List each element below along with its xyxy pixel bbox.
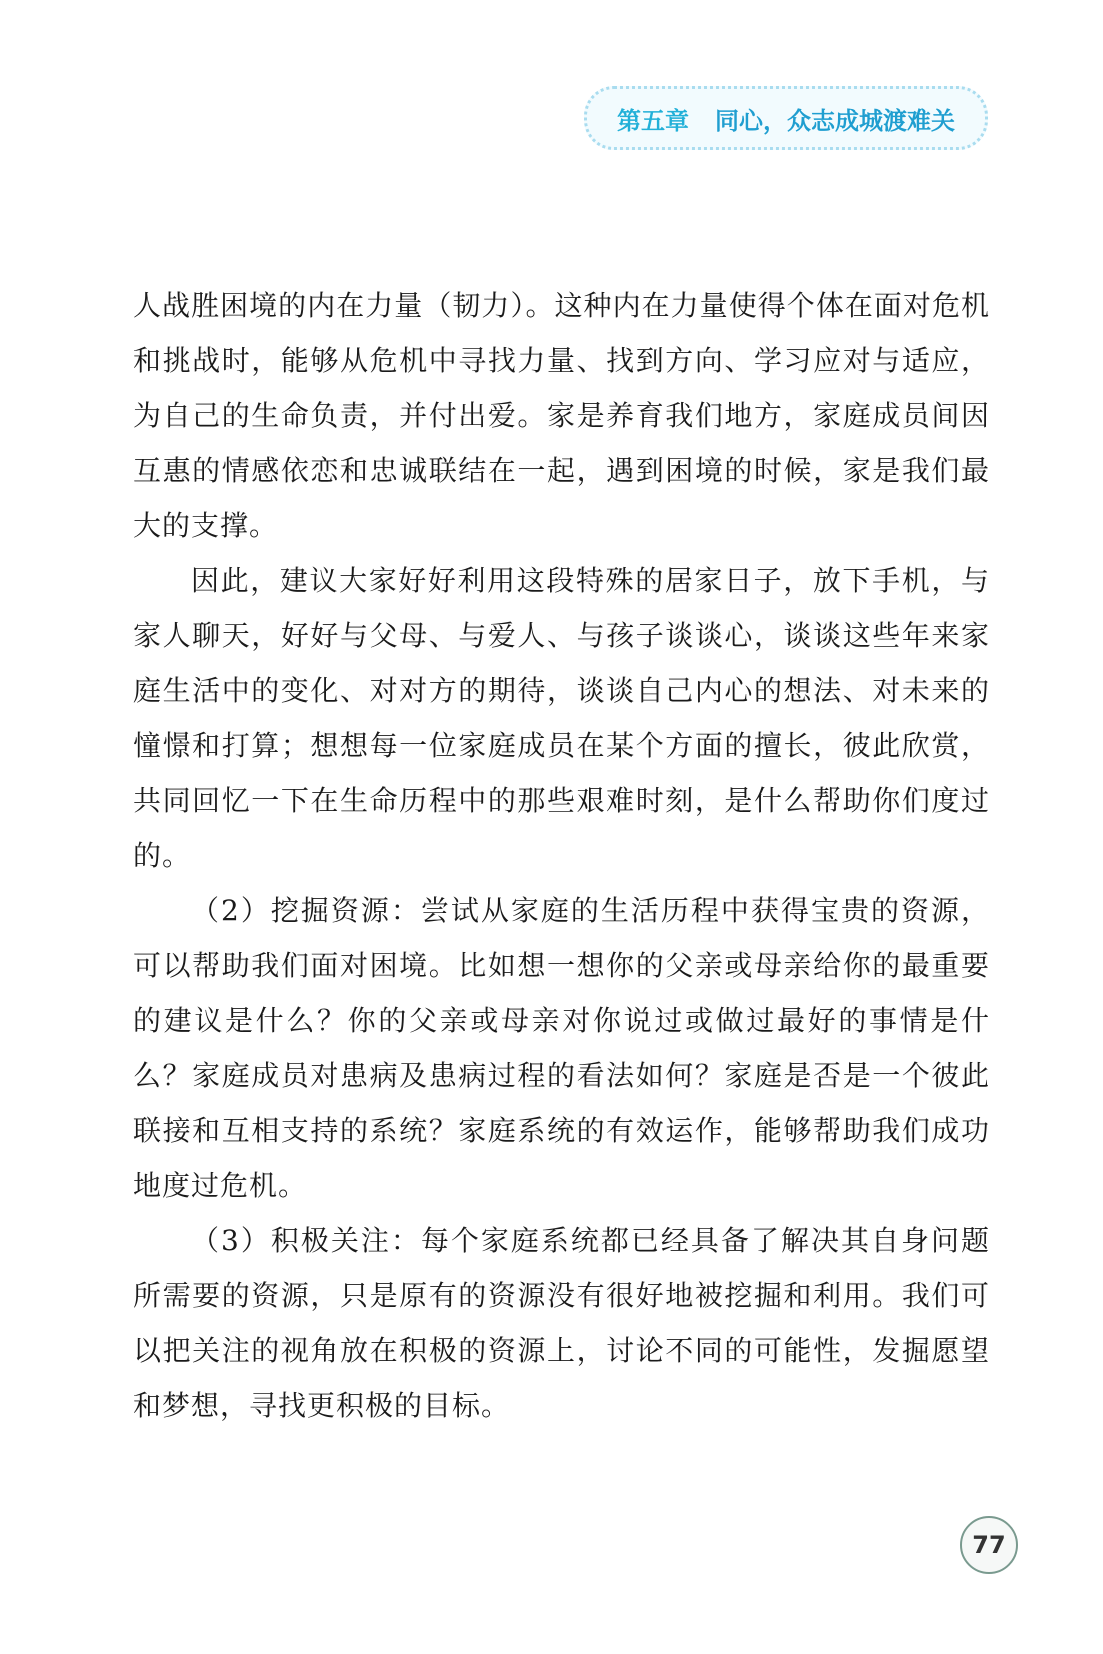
paragraph-positive-attention: （3）积极关注：每个家庭系统都已经具备了解决其自身问题所需要的资源，只是原有的资源没有很好地被挖掘和利用。我们可以把关注的视角放在积极的资源上，讨论不同的可能性，发掘愿望和梦想，寻找更积极的目标。 [133,1224,990,1422]
chapter-header [584,86,988,150]
paragraph-suggestion: 因此，建议大家好好利用这段特殊的居家日子，放下手机，与家人聊天，好好与父母、与爱人、与孩子谈谈心，谈谈这些年来家庭生活中的变化、对对方的期待，谈谈自己内心的想法、对未来的憧憬和打算；想想每一位家庭成员在某个方面的擅长，彼此欣赏，共同回忆一下在生命历程中的那些艰难时刻，是什么帮助你们度过的。 [133,564,990,872]
page-number: 77 [960,1516,1018,1574]
chapter-number: 第五章 [617,106,689,135]
body-text [133,278,990,1433]
paragraph-continuation: 人战胜困境的内在力量（韧力）。这种内在力量使得个体在面对危机和挑战时，能够从危机中寻找力量、找到方向、学习应对与适应，为自己的生命负责，并付出爱。家是养育我们地方，家庭成员间因互惠的情感依恋和忠诚联结在一起，遇到困境的时候，家是我们最大的支撑。 [133,289,990,542]
paragraph-explore-resources: （2）挖掘资源：尝试从家庭的生活历程中获得宝贵的资源，可以帮助我们面对困境。比如想一想你的父亲或母亲给你的最重要的建议是什么？你的父亲或母亲对你说过或做过最好的事情是什么？家庭成员对患病及患病过程的看法如何？家庭是否是一个彼此联接和互相支持的系统？家庭系统的有效运作，能够帮助我们成功地度过危机。 [133,894,990,1202]
chapter-title: 同心，众志成城渡难关 [715,106,955,135]
